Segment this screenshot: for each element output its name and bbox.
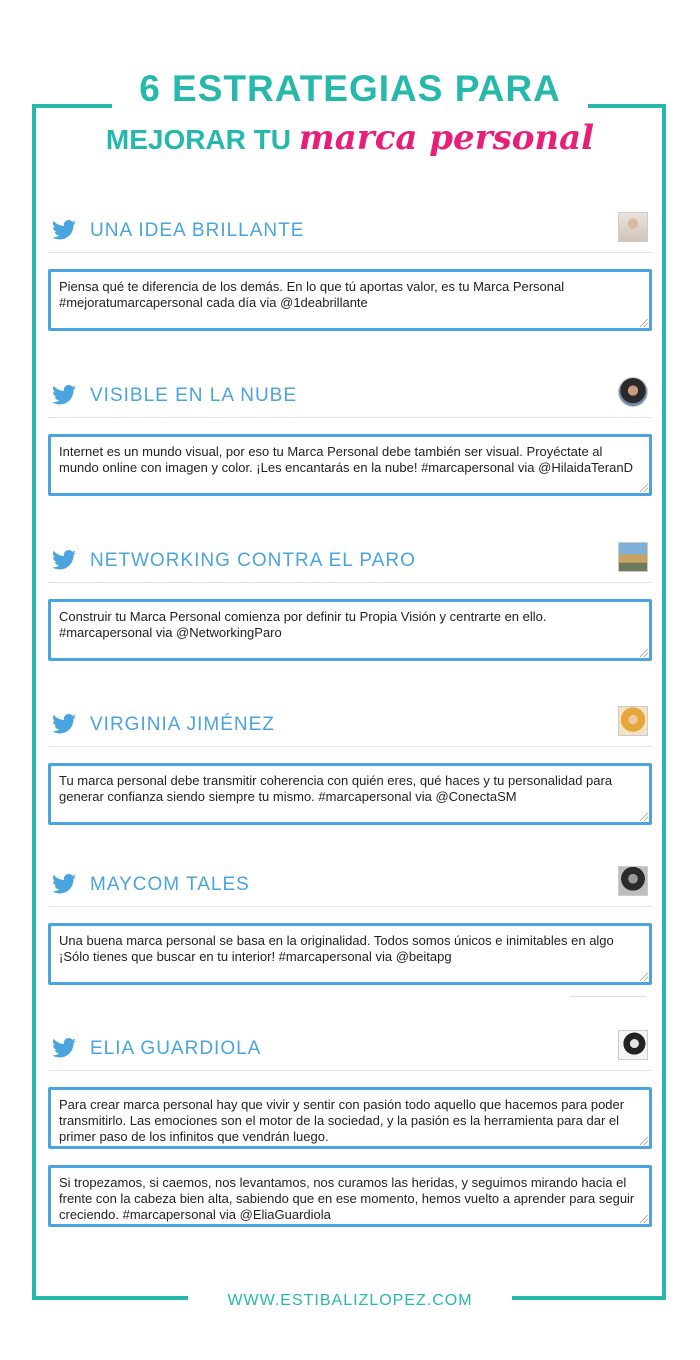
resize-handle-icon[interactable] [640, 813, 648, 821]
section-header [48, 212, 652, 253]
section-title: VIRGINIA JIMÉNEZ [90, 714, 275, 735]
section-title: ELIA GUARDIOLA [90, 1038, 262, 1059]
resize-handle-icon[interactable] [640, 973, 648, 981]
section-header [48, 866, 652, 907]
section-header [48, 1030, 652, 1071]
subtitle-script: marca personal [298, 118, 595, 158]
footer-url[interactable]: WWW.ESTIBALIZLOPEZ.COM [227, 1292, 473, 1309]
avatar [618, 1030, 648, 1060]
tweet-box[interactable] [48, 1087, 652, 1149]
resize-handle-icon[interactable] [640, 319, 648, 327]
section-header [48, 542, 652, 583]
section-title: VISIBLE EN LA NUBE [90, 385, 298, 406]
section-elia-guardiola [48, 1030, 652, 1227]
twitter-bird-icon[interactable] [52, 714, 76, 734]
resize-handle-icon[interactable] [640, 484, 648, 492]
avatar [618, 377, 648, 407]
tweet-text: Piensa qué te diferencia de los demás. En lo que tú aportas valor, es tu Marca Personal #mejoratumarcapersonal cada día via @1deabrillante [59, 279, 565, 310]
tweet-text: Para crear marca personal hay que vivir y sentir con pasión todo aquello que hacemos para poder transmitirlo. Las emociones son el motor de la sociedad, y la pasión es la herramienta para dar el primer paso de los infinitos que vendrán luego. [59, 1097, 625, 1144]
section-una-idea-brillante [48, 212, 652, 331]
section-networking-contra-el-paro [48, 542, 652, 661]
tweet-box[interactable] [48, 434, 652, 496]
tweet-text: Internet es un mundo visual, por eso tu Marca Personal debe también ser visual. Proyéctate al mundo online con imagen y color. ¡Les encantarás en la nube! #marcapersonal via @HilaidaTeranD [59, 444, 633, 475]
section-title: UNA IDEA BRILLANTE [90, 220, 305, 241]
section-header [48, 706, 652, 747]
page-title: 6 ESTRATEGIAS PARA [139, 68, 561, 109]
tweet-box[interactable] [48, 923, 652, 985]
divider [570, 996, 646, 997]
section-title: MAYCOM TALES [90, 874, 250, 895]
twitter-bird-icon[interactable] [52, 1038, 76, 1058]
tweet-text: Una buena marca personal se basa en la originalidad. Todos somos únicos e inimitables en algo ¡Sólo tienes que buscar en tu interior! #marcapersonal via @beitapg [59, 933, 614, 964]
twitter-bird-icon[interactable] [52, 550, 76, 570]
section-header [48, 377, 652, 418]
section-title: NETWORKING CONTRA EL PARO [90, 550, 416, 571]
tweet-text: Construir tu Marca Personal comienza por definir tu Propia Visión y centrarte en ello. #marcapersonal via @NetworkingParo [59, 609, 547, 640]
twitter-bird-icon[interactable] [52, 874, 76, 894]
section-maycom-tales [48, 866, 652, 985]
tweet-text: Tu marca personal debe transmitir coherencia con quién eres, qué haces y tu personalidad para generar confianza siendo siempre tu mismo. #marcapersonal via @ConectaSM [59, 773, 613, 804]
avatar [618, 542, 648, 572]
tweet-box[interactable] [48, 1165, 652, 1227]
tweet-box[interactable] [48, 599, 652, 661]
resize-handle-icon[interactable] [640, 649, 648, 657]
resize-handle-icon[interactable] [640, 1137, 648, 1145]
avatar [618, 866, 648, 896]
resize-handle-icon[interactable] [640, 1215, 648, 1223]
avatar [618, 212, 648, 242]
subtitle-prefix: MEJORAR TU [105, 124, 292, 155]
page-subtitle [0, 118, 700, 158]
section-virginia-jimenez [48, 706, 652, 825]
tweet-box[interactable] [48, 763, 652, 825]
twitter-bird-icon[interactable] [52, 220, 76, 240]
tweet-box[interactable] [48, 269, 652, 331]
tweet-text: Si tropezamos, si caemos, nos levantamos, nos curamos las heridas, y seguimos mirando hacia el frente con la cabeza bien alta, sabiendo que en ese momento, hemos vuelto a aprender para seguir creciendo. #marcapersonal via @EliaGuardiola [59, 1175, 635, 1222]
twitter-bird-icon[interactable] [52, 385, 76, 405]
section-visible-en-la-nube [48, 377, 652, 496]
avatar [618, 706, 648, 736]
